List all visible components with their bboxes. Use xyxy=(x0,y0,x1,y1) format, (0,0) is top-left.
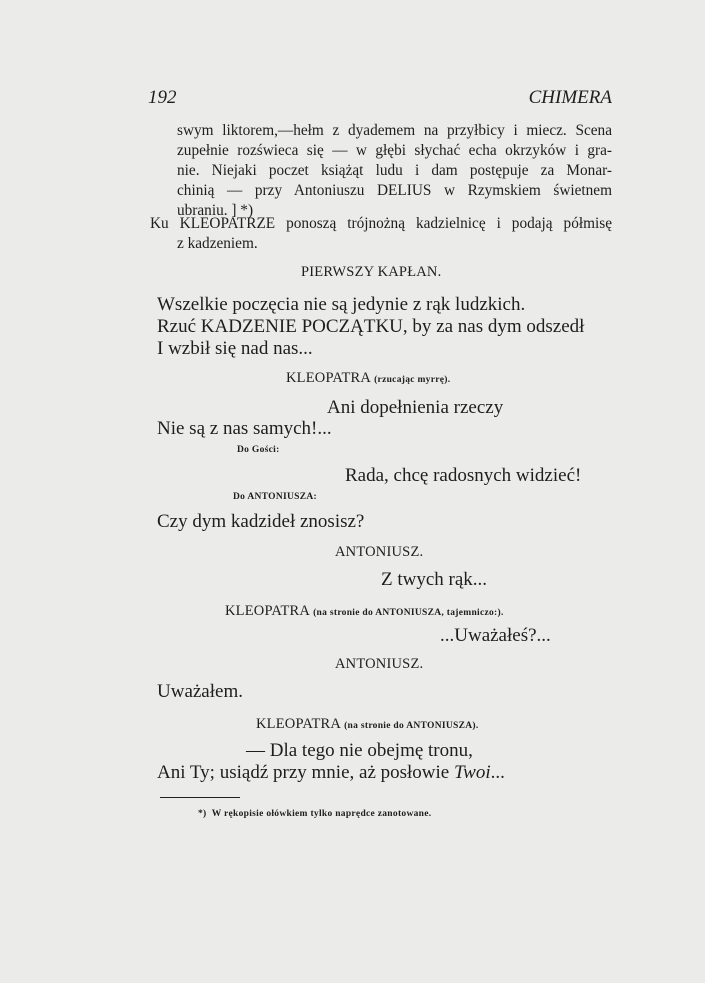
speaker-name xyxy=(256,717,479,732)
speaker-name: ANTONIUSZ. xyxy=(335,656,424,672)
verse-line: Wszelkie poczęcia nie są jedynie z rąk ludzkich. xyxy=(157,294,526,315)
stage-direction-ku-2: z kadzeniem. xyxy=(177,235,258,252)
verse-italic: Twoi xyxy=(453,762,491,783)
stage-line: chinią — przy Antoniuszu DELIUS w Rzymskiem świetnem xyxy=(177,182,612,199)
stage-direction xyxy=(177,121,612,221)
verse-text: Ani Ty; usiądź przy mnie, aż posłowie xyxy=(157,762,454,783)
stage-line: ubraniu. ] *) xyxy=(177,202,254,219)
verse-line: Ani dopełnienia rzeczy xyxy=(327,397,504,418)
verse-line: I wzbił się nad nas... xyxy=(157,338,313,359)
verse-line: Czy dym kadzideł znosisz? xyxy=(157,511,365,532)
speaker-note: (rzucając myrrę). xyxy=(374,375,451,385)
verse-ellipsis: ... xyxy=(490,762,505,783)
verse-line xyxy=(157,763,505,782)
verse-line: Rzuć KADZENIE POCZĄTKU, by za nas dym odszedł xyxy=(157,316,585,337)
page-number: 192 xyxy=(148,87,177,108)
speaker-note: (na stronie do ANTONIUSZA, tajemniczo:). xyxy=(313,608,504,618)
speaker-name: ANTONIUSZ. xyxy=(335,544,424,560)
verse-line: Nie są z nas samych!... xyxy=(157,418,332,439)
speaker-name xyxy=(225,604,504,619)
speaker-note: (na stronie do ANTONIUSZA). xyxy=(344,721,479,731)
speaker-label: KLEOPATRA xyxy=(225,603,310,619)
aside: Do ANTONIUSZA: xyxy=(233,492,317,502)
stage-line: nie. Niejaki poczet książąt ludu i dam postępuje za Monar- xyxy=(177,162,612,179)
running-title: CHIMERA xyxy=(528,87,612,108)
speaker-name xyxy=(286,371,450,386)
stage-direction-ku: Ku KLEOPATRZE ponoszą trójnożną kadzielnicę i podają półmisę xyxy=(150,215,612,232)
stage-line: zupełnie rozświeca się — w głębi słychać echa okrzyków i gra- xyxy=(177,142,612,159)
verse-line: — Dla tego nie obejmę tronu, xyxy=(246,740,473,761)
stage-line: swym liktorem,—hełm z dyademem na przyłbicy i miecz. Scena xyxy=(177,122,612,139)
verse-line: ...Uważałeś?... xyxy=(440,625,551,646)
speaker-name: PIERWSZY KAPŁAN. xyxy=(301,264,442,280)
footnote: *) W rękopisie ołówkiem tylko naprędce zanotowane. xyxy=(198,809,432,819)
aside: Do Gości: xyxy=(237,445,280,455)
speaker-label: KLEOPATRA xyxy=(256,716,341,732)
footnote-rule xyxy=(160,797,240,798)
speaker-label: KLEOPATRA xyxy=(286,370,371,386)
verse-line: Z twych rąk... xyxy=(381,569,488,590)
verse-line: Uważałem. xyxy=(157,681,243,702)
verse-line: Rada, chcę radosnych widzieć! xyxy=(345,465,582,486)
